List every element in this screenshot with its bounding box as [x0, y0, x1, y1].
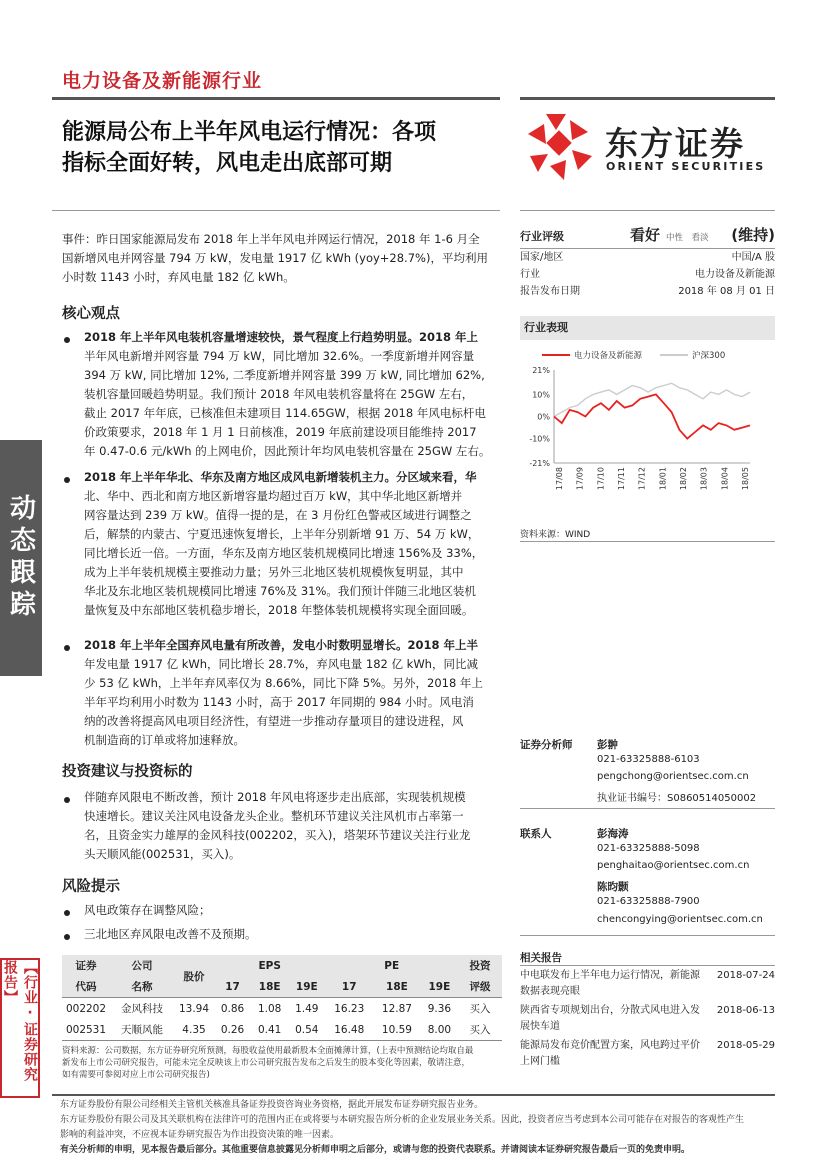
th-pe-19e: 19E [428, 980, 451, 993]
text-line: 如有需要可参阅对应上市公司研究报告) [62, 1070, 210, 1080]
text-line: 东方证券股份有限公司经相关主管机关核准具备证券投资咨询业务资格，据此开展发布证券研究报告业务。 [60, 1100, 484, 1110]
info-value: 中国/A 股 [731, 252, 775, 263]
x-tick-label: 17/08 [555, 467, 564, 491]
text-line: 北、华中、西北和南方地区新增容量均超过百万 kW，其中华北地区新增并 [84, 489, 463, 503]
risk-item: 风电政策存在调整风险； [84, 903, 211, 917]
footer-rule [52, 1094, 775, 1096]
header-rule-right [520, 97, 775, 100]
th-code-2: 代码 [75, 981, 97, 993]
contact-phone: 021-63325888-7900 [597, 896, 700, 907]
related-item[interactable] [520, 1038, 775, 1070]
info-key: 报告发布日期 [520, 286, 580, 297]
text-line: 国新增风电并网容量 794 万 kW，发电量 1917 亿 kWh (yoy+28.7%)，平均利用 [62, 251, 488, 265]
th-pe: PE [384, 959, 400, 972]
risk-title: 风险提示 [62, 879, 120, 895]
related-title-line: 陕西省专项规划出台，分散式风电进入发 [520, 1005, 700, 1016]
disclaimer [60, 1098, 775, 1158]
core-bullet-1 [84, 328, 494, 461]
event-paragraph [62, 230, 502, 287]
y-tick-label: -10% [529, 434, 550, 444]
cell: 金风科技 [121, 1003, 163, 1015]
bullet-icon [64, 477, 70, 483]
cell: 1.08 [257, 1002, 282, 1015]
text-line: 同比增长近一倍。一方面，华东及南方地区装机规模同比增速 156%及 33%， [84, 546, 484, 560]
analyst-cert: 执业证书编号：S0860514050002 [597, 793, 757, 804]
th-eps-19e: 19E [295, 980, 318, 993]
invest-paragraph [84, 788, 494, 864]
cell: 1.49 [295, 1002, 319, 1015]
th-pe-18e: 18E [386, 980, 408, 993]
report-headline [62, 117, 502, 179]
x-tick-label: 17/11 [617, 467, 626, 491]
text-line: 半年风电新增并网容量 794 万 kW，同比增加 32.6%。一季度新增并网容量 [84, 349, 475, 363]
text-line: 2018 年上半年风电装机容量增速较快，景气程度上行趋势明显。2018 年上 [84, 330, 479, 344]
text-line: 截止 2017 年年底，已核准但未建项目 114.65GW，根据 2018 年风电标杆电 [84, 406, 486, 420]
contact-name: 陈昀颢 [597, 881, 629, 893]
cell: 002202 [65, 1002, 107, 1015]
table-note [62, 1045, 502, 1081]
th-name-2: 名称 [131, 981, 153, 993]
th-pe-17: 17 [341, 980, 357, 993]
related-item[interactable] [520, 968, 775, 1000]
related-title-line: 能源局发布竞价配置方案，风电跨过平价 [520, 1040, 700, 1051]
text-line: 2018 年上半年全国弃风电量有所改善，发电小时数明显增长。2018 年上半 [84, 638, 479, 652]
x-tick-label: 17/12 [637, 467, 647, 491]
bullet-icon [64, 645, 70, 651]
cell: 0.41 [257, 1023, 282, 1036]
text-line: 机制造商的订单或将加速释放。 [84, 733, 245, 747]
rating-value: 看好 [630, 226, 661, 244]
invest-title: 投资建议与投资标的 [62, 764, 193, 780]
contact-phone: 021-63325888-5098 [597, 843, 700, 854]
series-line [554, 383, 750, 416]
info-value: 2018 年 08 月 01 日 [678, 286, 775, 297]
text-line: 后，解禁的内蒙古、宁夏迅速恢复增长，上半年分别新增 91 万、54 万 kW， [84, 527, 480, 541]
valuation-table [62, 955, 502, 1081]
related-title-line: 展快车道 [520, 1021, 560, 1032]
related-title: 相关报告 [520, 952, 562, 964]
core-bullet-3 [84, 636, 494, 750]
text-line: 2018 年上半年华北、华东及南方地区成风电新增装机主力。分区域来看，华 [84, 470, 477, 484]
cell: 天顺风能 [121, 1024, 163, 1036]
th-name: 公司 [131, 960, 153, 972]
x-tick-label: 18/01 [658, 467, 668, 491]
headline-line: 指标全面好转，风电走出底部可期 [62, 151, 393, 176]
info-key: 行业 [520, 269, 540, 280]
logo-text-cn: 东方证券 [605, 124, 745, 163]
bullet-icon [64, 934, 70, 940]
cell: 买入 [469, 1024, 491, 1036]
legend-label: 沪深300 [692, 351, 726, 361]
core-bullet-2 [84, 468, 494, 620]
text-line: 年发电量 1917 亿 kWh，同比增长 28.7%，弃风电量 182 亿 kWh，同比减 [84, 657, 478, 671]
rating-label: 行业评级 [520, 230, 564, 243]
related-item[interactable] [520, 1003, 775, 1035]
analyst-phone: 021-63325888-6103 [597, 754, 700, 765]
text-line: 东方证券股份有限公司及其关联机构在法律许可的范围内正在或将要与本研究报告所分析的企业发展业务关系。因此，投资者应当考虑到本公司可能存在对报告的客观性产生 [60, 1115, 745, 1125]
divider [520, 541, 775, 542]
text-line: 事件：昨日国家能源局发布 2018 年上半年风电并网运行情况，2018 年 1-6 月全 [62, 232, 480, 246]
related-title-line: 数据表现亮眼 [520, 986, 580, 997]
rating-box [520, 224, 775, 300]
header-rule [52, 97, 500, 100]
cell: 13.94 [178, 1002, 210, 1015]
info-row [520, 249, 775, 266]
cell: 002531 [65, 1023, 107, 1036]
bullet-icon [64, 337, 70, 343]
sector-title: 电力设备及新能源行业 [62, 70, 263, 92]
cell: 16.48 [334, 1023, 365, 1036]
divider [520, 808, 775, 809]
text-line: 成为上半年装机规模主要推动力量；另外三北地区装机规模恢复明显，其中 [84, 565, 464, 579]
text-line: 纳的改善将提高风电项目经济性，有望进一步推动存量项目的建设进程，风 [84, 714, 464, 728]
x-tick-label: 18/05 [741, 467, 750, 491]
x-tick-label: 18/02 [679, 467, 688, 491]
performance-chart [520, 345, 775, 520]
contact-email: chencongying@orientsec.com.cn [597, 914, 763, 925]
info-row [520, 266, 775, 283]
related-title-line: 上网门槛 [520, 1056, 560, 1067]
risk-item: 三北地区弃风限电改善不及预期。 [84, 927, 257, 941]
th-rating: 投资 [469, 960, 491, 972]
y-tick-label: 21% [532, 366, 550, 375]
cell: 4.35 [182, 1023, 206, 1036]
text-line: 半年平均利用小时数为 1143 小时，高于 2017 年同期的 984 小时。风电消 [84, 695, 474, 709]
text-line: 快速增长。建议关注风电设备龙头企业。整机环节建议关注风机市占率第一 [84, 809, 464, 823]
side-tab-dynamic-tracking: 动态跟踪 [0, 440, 42, 676]
bullet-icon [64, 797, 70, 803]
chart-source: 资料来源：WIND [520, 530, 591, 540]
side-tab-report-type: 【行业·证券研究报告】 [0, 958, 40, 1098]
th-price: 股价 [183, 970, 205, 983]
performance-title: 行业表现 [520, 316, 775, 340]
text-line: 名，且资金实力雄厚的金风科技(002202，买入)，塔架环节建议关注行业龙 [84, 828, 471, 842]
text-line: 资料来源：公司数据，东方证券研究所预测，每股收益使用最新股本全面摊薄计算，(上表中预测结论均取自最 [62, 1046, 474, 1056]
rating-options: 中性 看淡 [666, 233, 709, 243]
text-line: 少 53 亿 kWh，上半年弃风率仅为 8.66%，同比下降 5%。另外，2018 年上 [84, 676, 483, 690]
cell: 9.36 [427, 1002, 452, 1015]
divider [520, 965, 775, 966]
text-line: 华北及东北地区装机规模同比增速 76%及 31%。我们预计伴随三北地区装机 [84, 584, 476, 598]
x-tick-label: 17/10 [596, 467, 606, 491]
y-tick-label: 10% [532, 390, 550, 400]
cell: 0.86 [220, 1002, 245, 1015]
th-eps: EPS [258, 959, 281, 972]
headline-line: 能源局公布上半年风电运行情况：各项 [62, 120, 437, 145]
text-line: 伴随弃风限电不断改善，预计 2018 年风电将逐步走出底部，实现装机规模 [84, 790, 466, 804]
cell: 0.54 [295, 1023, 319, 1036]
bullet-icon [64, 910, 70, 916]
cell: 0.26 [220, 1023, 245, 1036]
info-row [520, 283, 775, 300]
divider [520, 935, 775, 936]
text-line: 装机容量回暖趋势明显。我们预计 2018 年风电装机容量将在 25GW 左右， [84, 387, 474, 401]
th-eps-17: 17 [225, 980, 240, 993]
logo-mark-icon [522, 110, 598, 182]
info-value: 电力设备及新能源 [695, 269, 775, 280]
related-title-line: 中电联发布上半年电力运行情况，新能源 [520, 970, 700, 981]
related-date: 2018-05-29 [716, 1040, 775, 1051]
text-line: 年 0.47-0.6 元/kWh 的上网电价，因此预计年均风电装机容量在 25GW 左右。 [84, 444, 491, 458]
info-key: 国家/地区 [520, 252, 564, 263]
cell: 10.59 [381, 1023, 412, 1036]
table-row [62, 998, 502, 1020]
contact-name: 彭海涛 [597, 828, 629, 840]
cell: 16.23 [334, 1002, 365, 1015]
cell: 买入 [469, 1003, 491, 1015]
divider [52, 210, 500, 211]
analyst-name: 彭翀 [597, 739, 618, 751]
text-line: 影响的利益冲突，不应视本证券研究报告为作出投资决策的唯一因素。 [60, 1130, 340, 1140]
text-line: 小时数 1143 小时，弃风电量 182 亿 kWh。 [62, 270, 295, 284]
analyst-email: pengchong@orientsec.com.cn [597, 771, 749, 782]
analyst-label: 证券分析师 [520, 739, 573, 751]
contacts-label: 联系人 [520, 828, 552, 840]
text-line: 价政策要求，2018 年 1 月 1 日前核准，2019 年底前建设项目能维持 2017 [84, 425, 477, 439]
text-line: 网容量达到 239 万 kW。值得一提的是，在 3 月份红色警戒区域进行调整之 [84, 508, 472, 522]
legend-label: 电力设备及新能源 [574, 351, 643, 361]
divider [520, 210, 775, 211]
text-line: 头天顺风能(002531，买入)。 [84, 847, 241, 861]
x-tick-label: 17/09 [575, 467, 585, 491]
related-date: 2018-06-13 [716, 1005, 775, 1016]
text-line: 新发布上市公司研究报告，可能未完全反映该上市公司研究报告发布之后发生的股本变化等因素，敬请注意， [62, 1058, 471, 1068]
table-row [62, 1019, 502, 1041]
core-viewpoint-title: 核心观点 [62, 306, 120, 322]
related-list [520, 968, 775, 1070]
cell: 12.87 [381, 1002, 412, 1015]
text-line: 有关分析师的申明，见本报告最后部分。其他重要信息披露见分析师申明之后部分，或请与您的投资代表联系。并请阅读本证券研究报告最后一页的免责申明。 [60, 1145, 691, 1155]
th-rating-2: 评级 [469, 981, 491, 993]
contact-email: penghaitao@orientsec.com.cn [597, 860, 750, 871]
text-line: 量恢复及中东部地区装机稳步增长，2018 年整体装机规模将实现全面回暖。 [84, 603, 474, 617]
logo-text-en: ORIENT SECURITIES [606, 160, 766, 173]
x-tick-label: 18/03 [699, 467, 709, 491]
rating-paren: (维持) [731, 226, 775, 244]
th-eps-18e: 18E [258, 980, 281, 993]
cell: 8.00 [427, 1023, 452, 1036]
text-line: 394 万 kW, 同比增加 12%, 二季度新增并网容量 399 万 kW, 同比增加 62%, [84, 368, 485, 382]
x-tick-label: 18/04 [720, 467, 730, 491]
y-tick-label: 0% [537, 412, 550, 422]
related-date: 2018-07-24 [716, 970, 775, 981]
th-code: 证券 [75, 960, 97, 972]
y-tick-label: -21% [529, 459, 550, 468]
